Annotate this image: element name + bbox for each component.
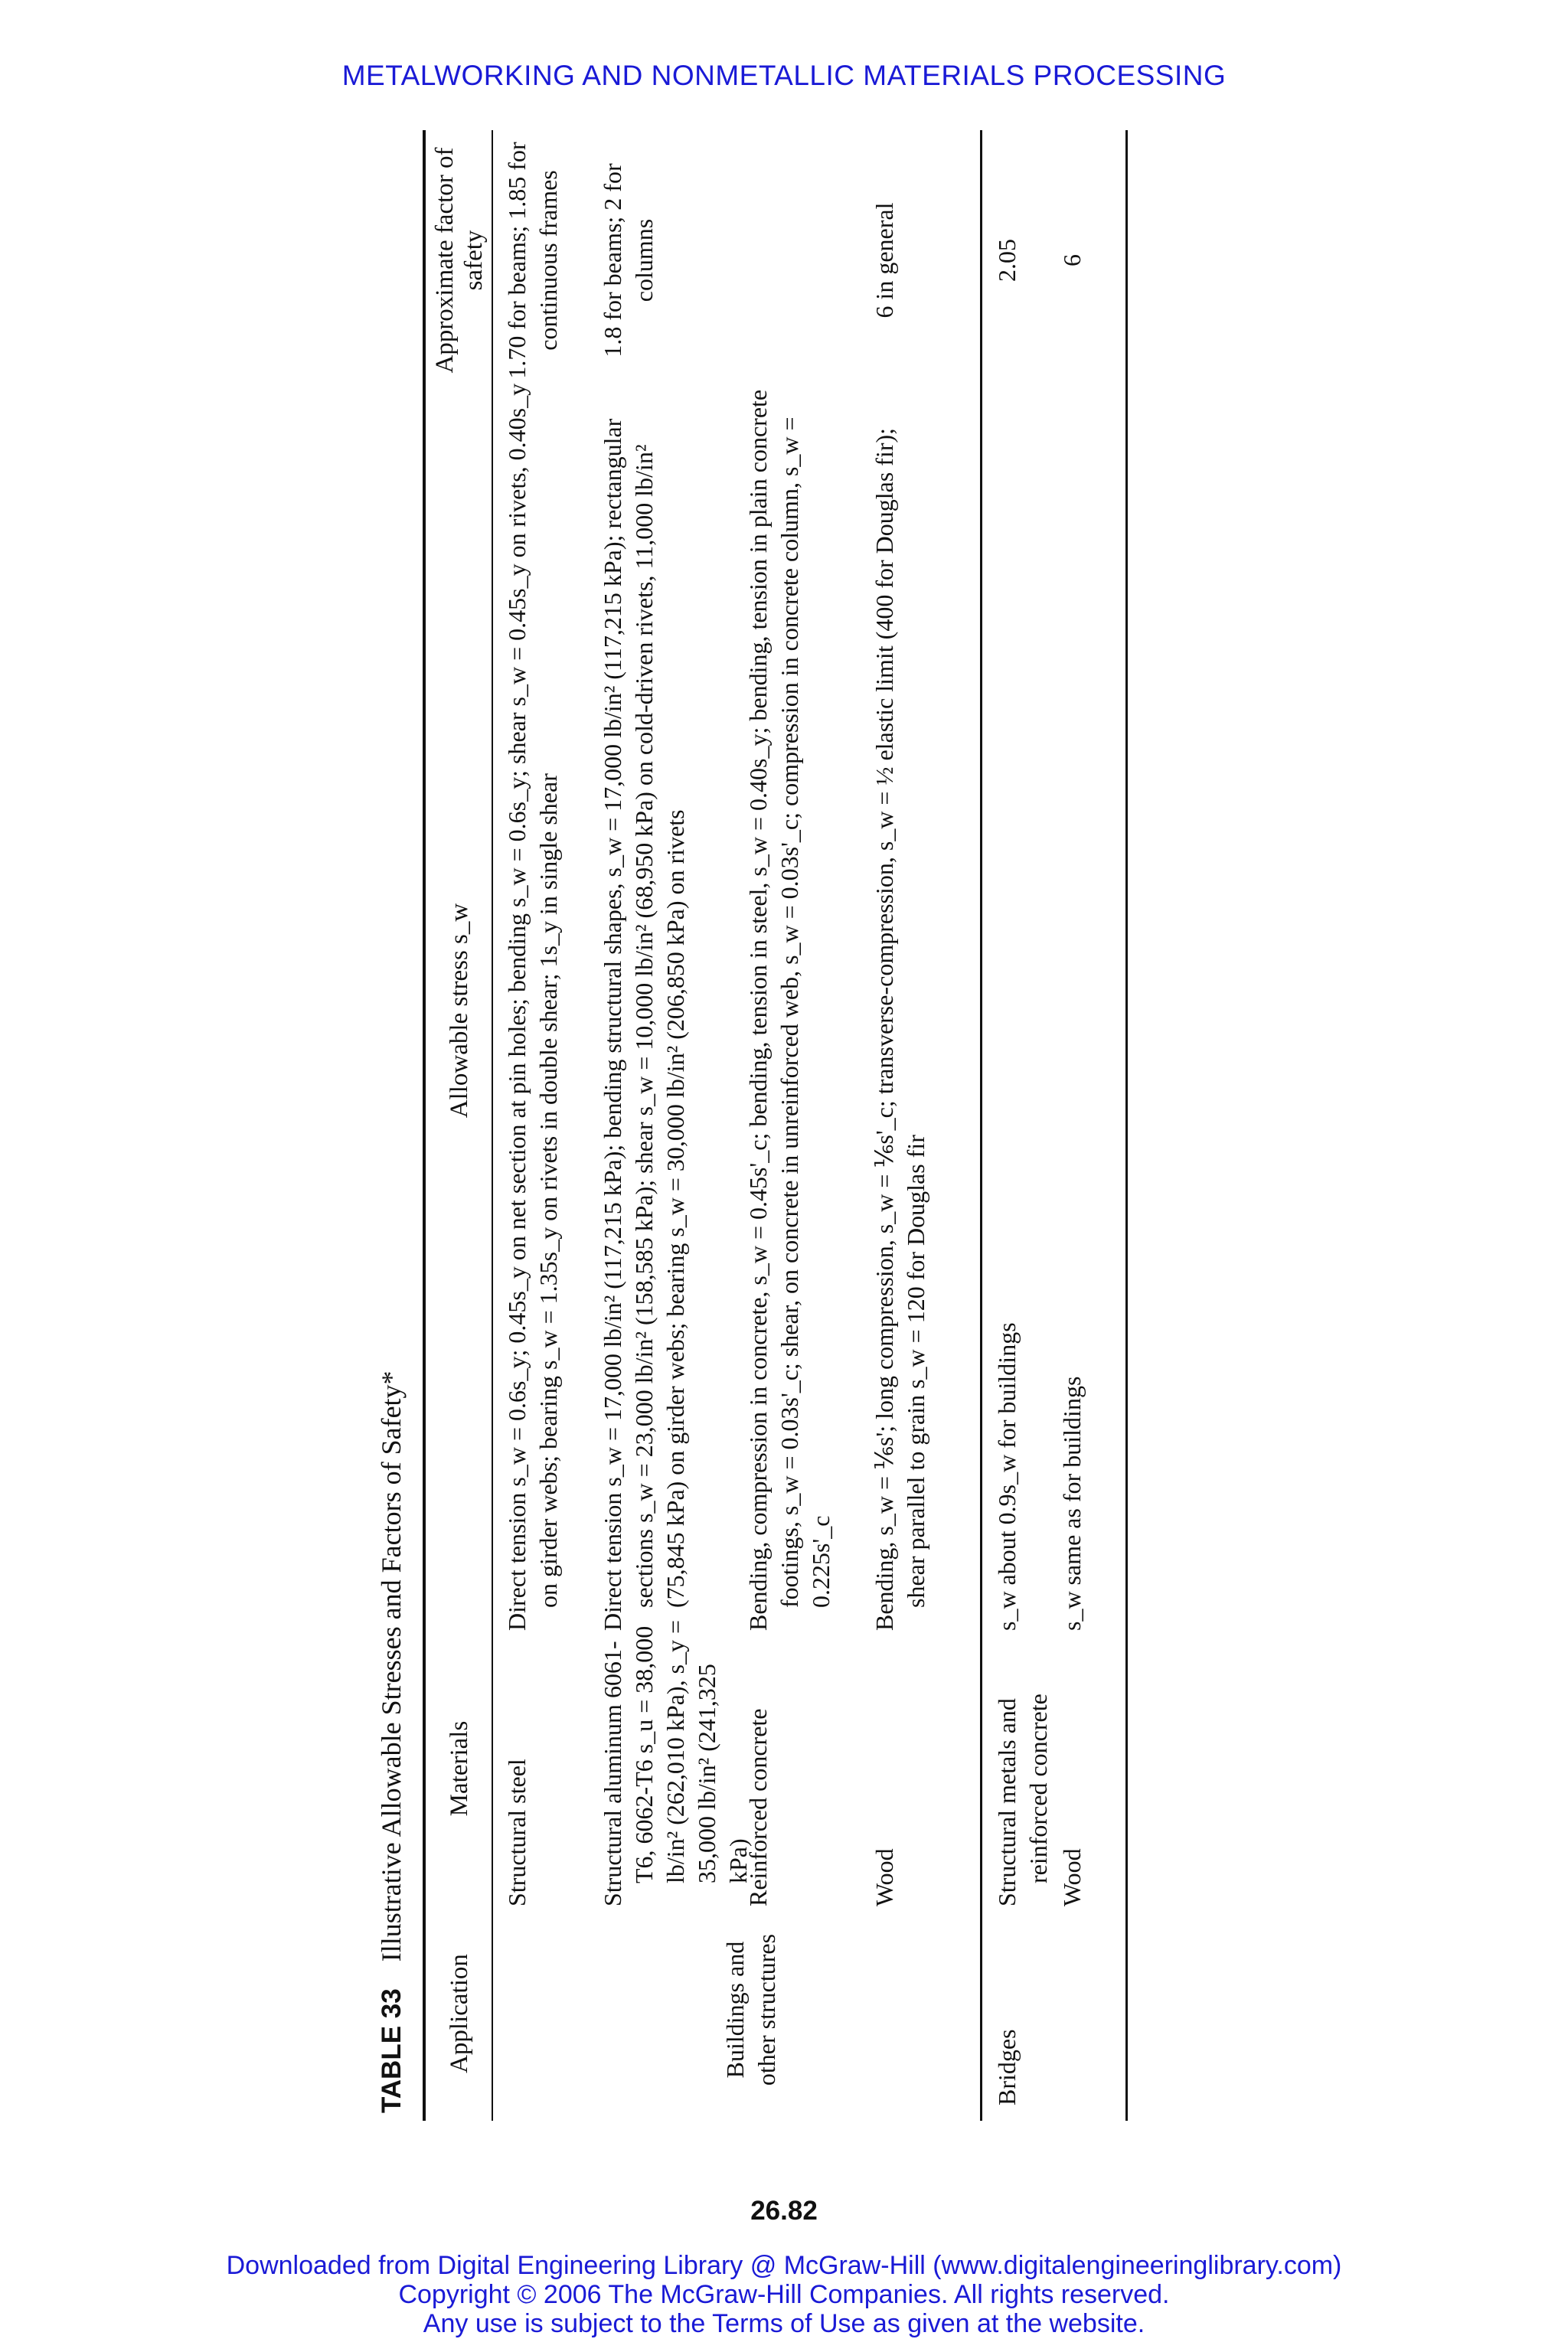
cell-materials-structural-metals: Structural metals and reinforced concrete <box>993 1694 1052 1906</box>
cell-materials-bridges-wood: Wood <box>1058 1848 1086 1906</box>
top-rule <box>423 130 426 2121</box>
bottom-rule <box>1125 130 1128 2121</box>
cell-materials-structural-steel: Structural steel <box>503 1759 531 1906</box>
cell-stress-structural-aluminum: Direct tension s_w = 17,000 lb/in² (117,215 kPa); bending structural shapes, s_w = 17,000 lb/in² (117,215 kPa); rectangular sections s_w = 23,000 lb/in² (158,585 kPa); shear s_w = 10,000 lb/in² (68,950 kPa) on cold-driven rivets, 11,000 lb/in² (75,845 kPa) on girder webs; bearing s_w = 30,000 lb/in² (206,850 kPa) on rivets <box>599 418 689 1631</box>
cell-stress-bridges-metals: s_w about 0.9s_w for buildings <box>993 1322 1021 1631</box>
footer-copyright-line: Copyright © 2006 The McGraw-Hill Companies. All rights reserved. <box>398 2280 1170 2309</box>
rotated-table <box>360 130 1202 2121</box>
cell-materials-structural-aluminum: Structural aluminum 6061-T6, 6062-T6 s_u = 38,000 lb/in² (262,010 kPa), s_y = 35,000 lb/in² (241,325 kPa) <box>599 1619 752 1906</box>
cell-factor-wood: 6 in general <box>871 202 898 318</box>
header-materials: Materials <box>446 1720 473 1817</box>
cell-application-buildings: Buildings and other structures <box>721 1933 780 2086</box>
cell-materials-wood: Wood <box>871 1848 898 1906</box>
table-caption <box>375 1370 407 2113</box>
header-rule <box>492 130 493 2121</box>
footer-terms-line[interactable]: Any use is subject to the Terms of Use as given at the website. <box>423 2309 1145 2338</box>
cell-stress-reinforced-concrete: Bending, compression in concrete, s_w = 0.45s'_c; bending, tension in steel, s_w = 0.40s_y; bending, tension in plain concrete footings, s_w = 0.03s'_c; shear, on concrete in unreinforced web, s_w = 0.03s'_c; compression in concrete column, s_w = 0.225s'_c <box>744 389 835 1631</box>
header-application: Application <box>446 1954 473 2073</box>
cell-factor-structural-steel: 1.70 for beams; 1.85 for continuous frames <box>503 142 562 379</box>
cell-stress-structural-steel: Direct tension s_w = 0.6s_y; 0.45s_y on net section at pin holes; bending s_w = 0.6s_y; shear s_w = 0.45s_y on rivets, 0.40s_y on girder webs; bearing s_w = 1.35s_y on rivets in double shear; 1s_y in single shear <box>503 383 562 1631</box>
table-caption-text: Illustrative Allowable Stresses and Factors of Safety* <box>376 1370 407 1962</box>
cell-factor-structural-aluminum: 1.8 for beams; 2 for columns <box>599 163 658 358</box>
cell-factor-bridges-wood: 6 <box>1058 254 1086 266</box>
cell-factor-bridges-metals: 2.05 <box>993 239 1021 282</box>
footer-download-line[interactable]: Downloaded from Digital Engineering Library @ McGraw-Hill (www.digitalengineeringlibrary.com) <box>226 2251 1342 2280</box>
cell-stress-wood: Bending, s_w = ⅙s'; long compression, s_w = ⅙s'_c; transverse-compression, s_w = ½ elastic limit (400 for Douglas fir); shear parallel to grain s_w = 120 for Douglas fir <box>871 427 929 1631</box>
cell-application-bridges: Bridges <box>993 2029 1021 2105</box>
header-factor-of-safety: Approximate factor of safety <box>431 147 488 374</box>
header-allowable-stress: Allowable stress s_w <box>446 903 473 1119</box>
section-rule <box>980 130 982 2121</box>
table-label: TABLE 33 <box>377 1988 407 2113</box>
cell-materials-reinforced-concrete: Reinforced concrete <box>744 1708 772 1906</box>
cell-stress-bridges-wood: s_w same as for buildings <box>1058 1376 1086 1631</box>
page-number: 26.82 <box>750 2196 818 2226</box>
running-head: METALWORKING AND NONMETALLIC MATERIALS PROCESSING <box>341 60 1227 91</box>
